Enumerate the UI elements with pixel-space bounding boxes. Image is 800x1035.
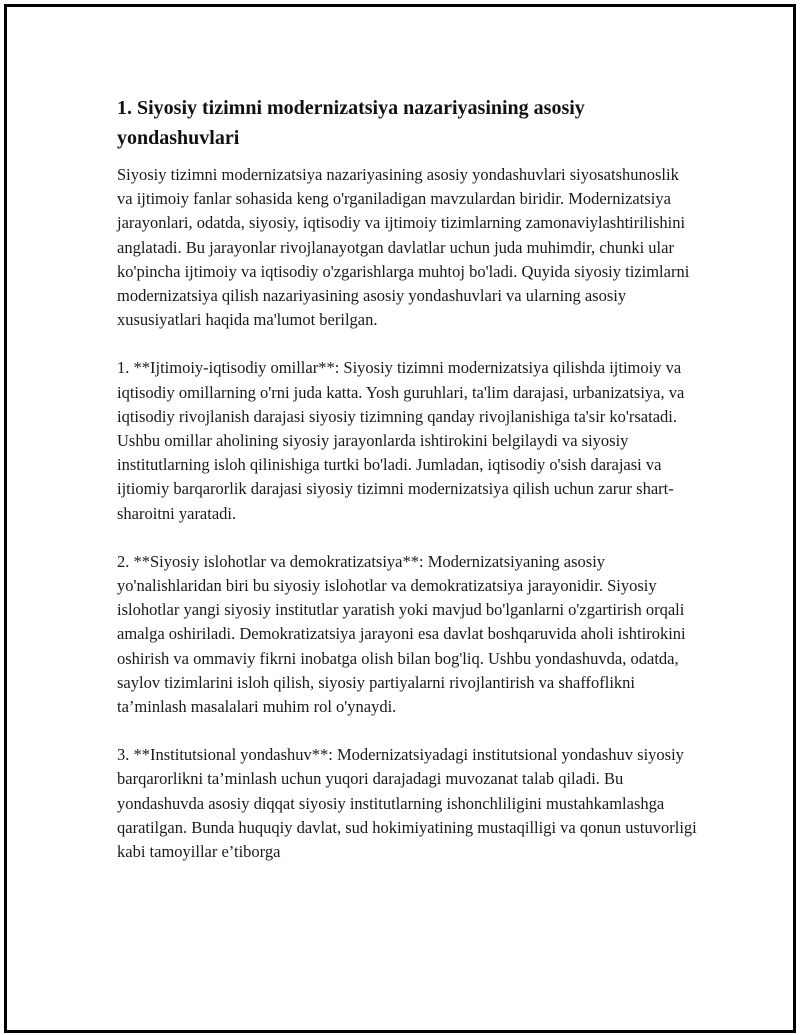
paragraph-institutional-approach: 3. **Institutsional yondashuv**: Modernizatsiyadagi institutsional yondashuv siyosiy barqarorlikni ta’minlash uchun yuqori darajadagi muvozanat talab qiladi. Bu yondashuvda asosiy diqqat siyosiy institutlarning ishonchliligini mustahkamlashga qaratilgan. Bunda huquqiy davlat, sud hokimiyatining mustaqilligi va qonun ustuvorligi kabi tamoyillar e’tiborga (117, 745, 697, 862)
document-body (117, 93, 697, 888)
paragraph-socioeconomic-factors: 1. **Ijtimoiy-iqtisodiy omillar**: Siyosiy tizimni modernizatsiya qilishda ijtimoiy va iqtisodiy omillarning o'rni juda katta. Yosh guruhlari, ta'lim darajasi, urbanizatsiya, va iqtisodiy rivojlanish darajasi siyosiy tizimning qanday rivojlanishiga ta'sir ko'rsatadi. Ushbu omillar aholining siyosiy jarayonlarda ishtirokini belgilaydi va siyosiy institutlarning isloh qilinishiga turtki bo'ladi. Jumladan, iqtisodiy o'sish darajasi va ijtiomiy barqarorlik darajasi siyosiy tizimni modernizatsiya qilish uchun zarur shart-sharoitni yaratadi. (117, 358, 685, 523)
paragraph-political-reforms: 2. **Siyosiy islohotlar va demokratizatsiya**: Modernizatsiyaning asosiy yo'nalishlaridan biri bu siyosiy islohotlar va demokratizatsiya jarayonidir. Siyosiy islohotlar yangi siyosiy institutlar yaratish yoki mavjud bo'lganlarni o'zgartirish orqali amalga oshiriladi. Demokratizatsiya jarayoni esa davlat boshqaruvida aholi ishtirokini oshirish va ommaviy fikrni inobatga olish bilan bog'liq. Ushbu yondashuvda, odatda, saylov tizimlarini isloh qilish, siyosiy partiyalarni rivojlantirish va shaffoflikni ta’minlash masalalari muhim rol o'ynaydi. (117, 551, 686, 717)
intro-paragraph: Siyosiy tizimni modernizatsiya nazariyasining asosiy yondashuvlari siyosatshunoslik va ijtimoiy fanlar sohasida keng o'rganiladigan mavzulardan biridir. Modernizatsiya jarayonlari, odatda, siyosiy, iqtisodiy va ijtimoiy tizimlarning zamonaviylashtirilishini anglatadi. Bu jarayonlar rivojlanayotgan davlatlar uchun juda muhimdir, chunki ular ko'pincha ijtimoiy va iqtisodiy o'zgarishlarga muhtoj bo'ladi. Quyida siyosiy tizimlarni modernizatsiya qilish nazariyasining asosiy yondashuvlari va ularning asosiy xususiyatlari haqida ma'lumot berilgan. (117, 165, 690, 330)
section-heading: 1. Siyosiy tizimni modernizatsiya nazariyasining asosiy yondashuvlari (117, 97, 585, 149)
